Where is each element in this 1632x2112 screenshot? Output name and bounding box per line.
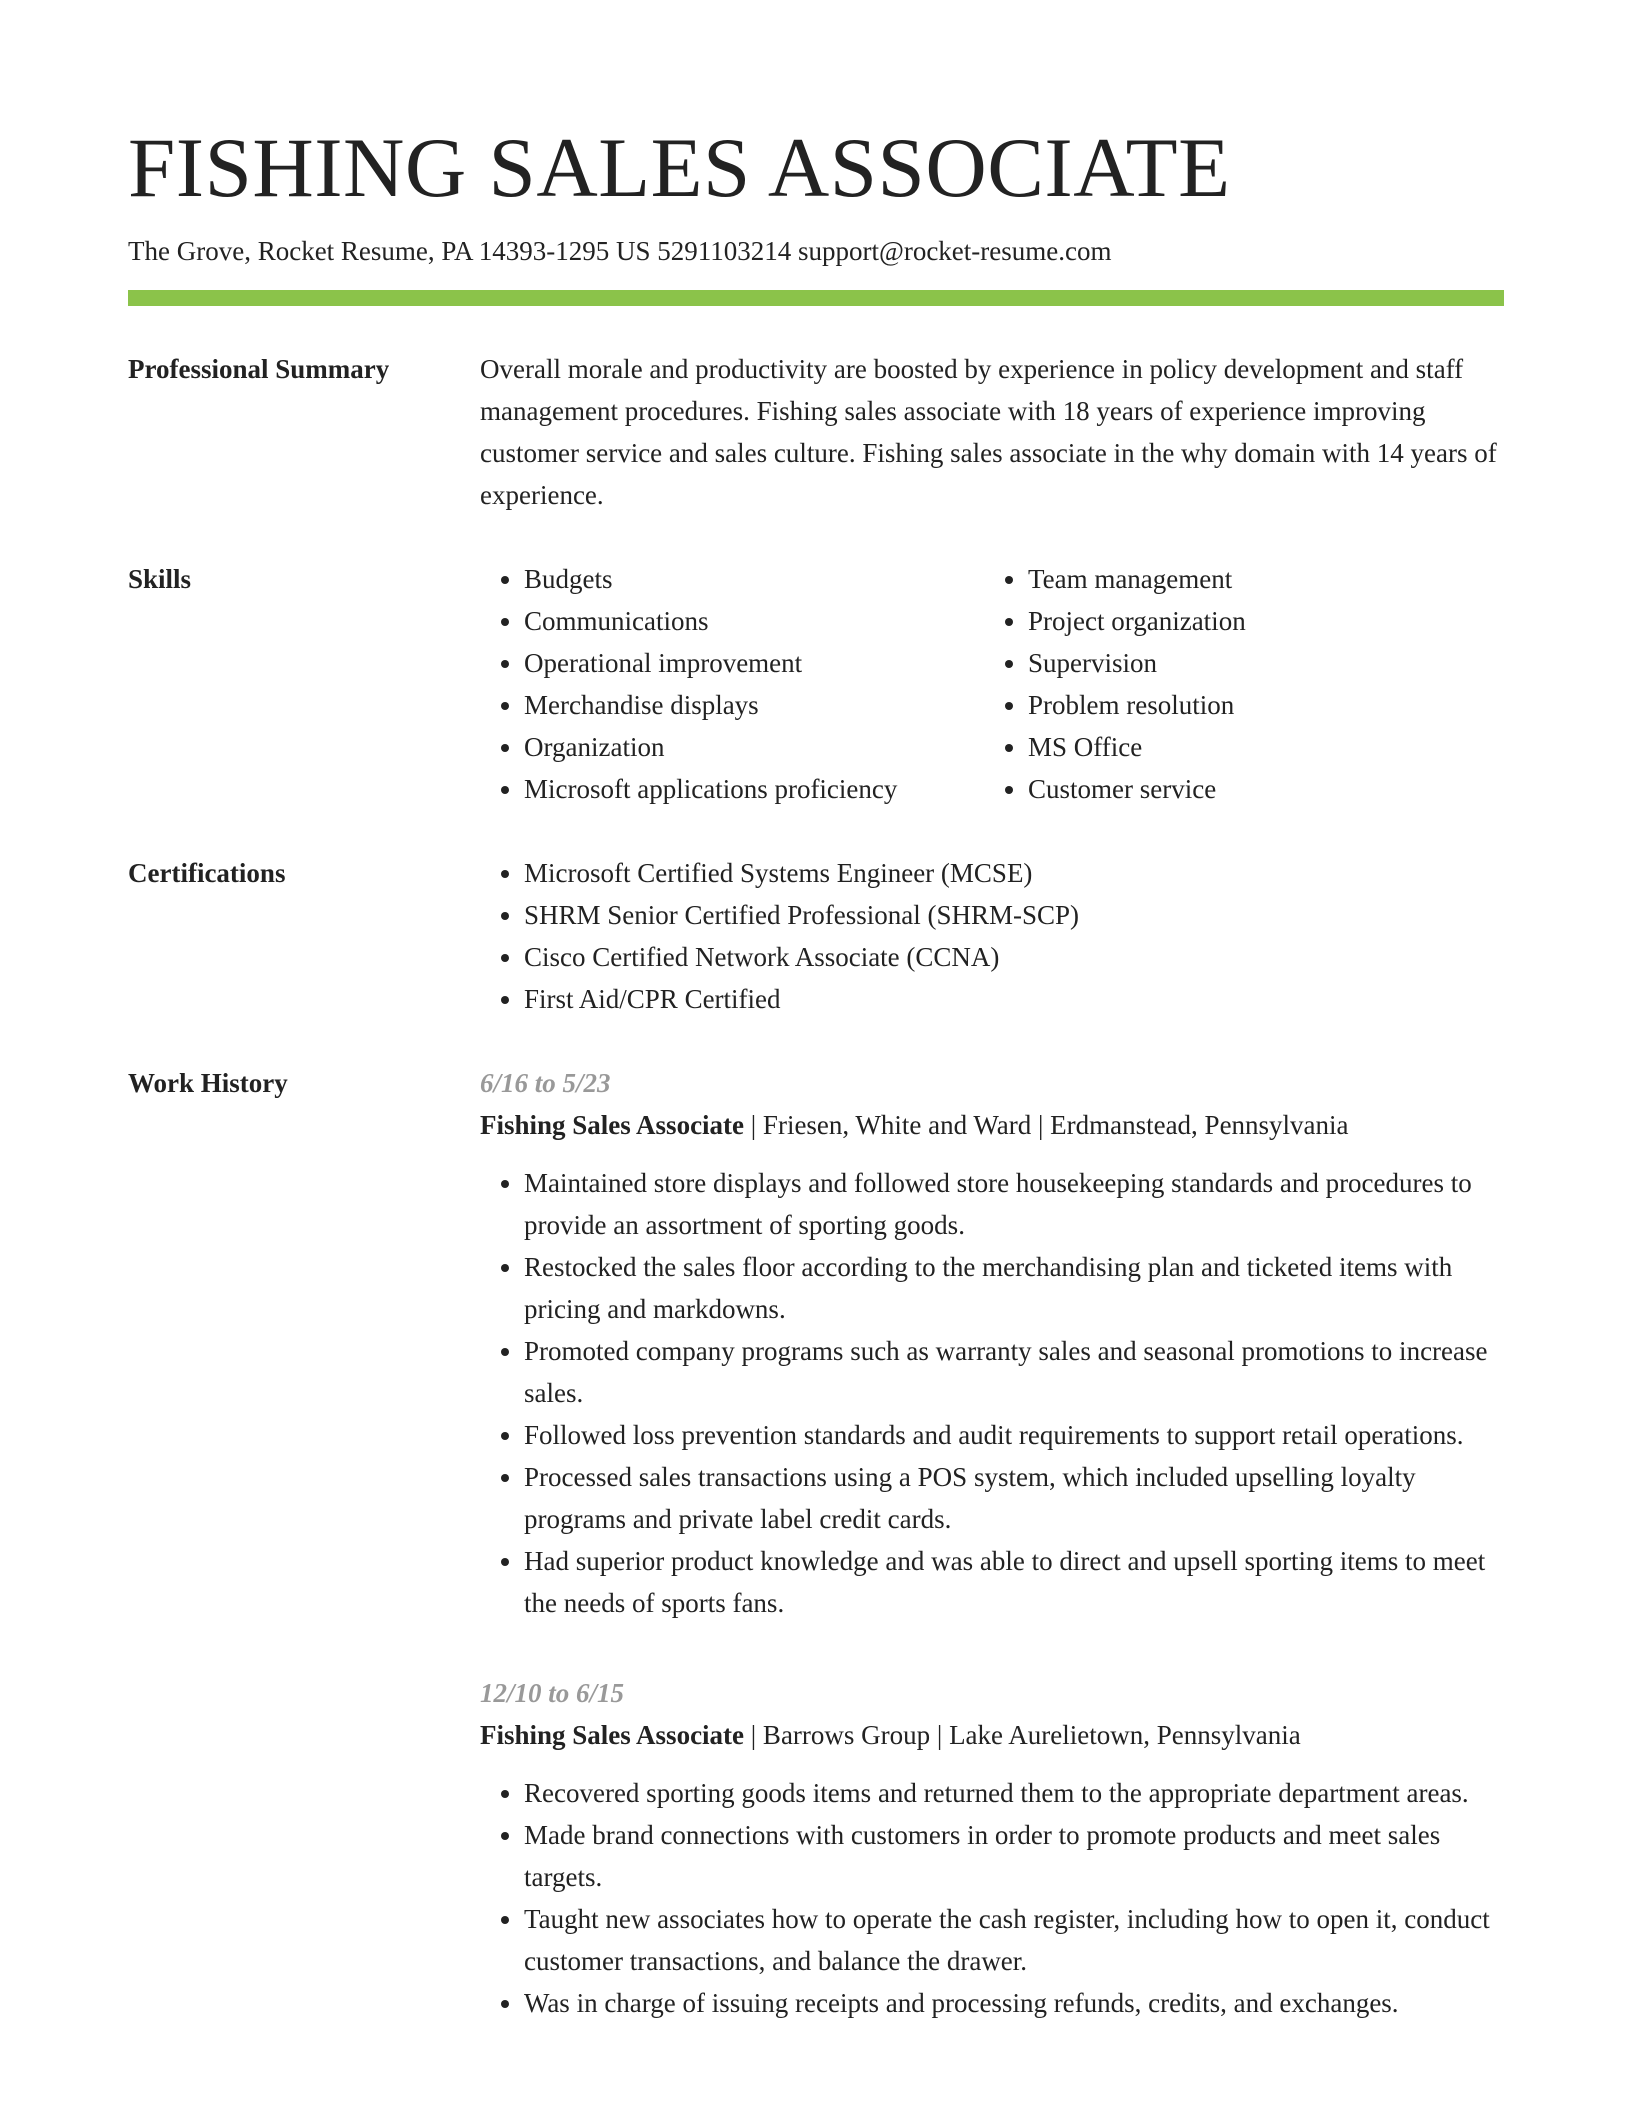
certifications-section — [128, 852, 1504, 1020]
job-bullet: • Restocked the sales floor according to the merchandising plan and ticketed items with pricing and markdowns. — [524, 1246, 1504, 1330]
job-details: | Barrows Group | Lake Aurelietown, Pennsylvania — [744, 1720, 1301, 1750]
section-label: Professional Summary — [128, 354, 390, 384]
job-dates: 6/16 to 5/23 — [480, 1068, 611, 1098]
skills-list-right — [984, 558, 1504, 810]
job-bullet: • Maintained store displays and followed store housekeeping standards and procedures to provide an assortment of sporting goods. — [524, 1162, 1504, 1246]
job-title: Fishing Sales Associate — [480, 1110, 745, 1140]
skills-section — [128, 558, 1504, 810]
job-bullet: • Taught new associates how to operate the cash register, including how to open it, conduct customer transactions, and balance the drawer. — [524, 1898, 1504, 1982]
job-bullet: • Made brand connections with customers in order to promote products and meet sales targets. — [524, 1814, 1504, 1898]
job-heading — [480, 1104, 1504, 1146]
job-bullet: • Followed loss prevention standards and audit requirements to support retail operations. — [524, 1414, 1504, 1456]
job-heading — [480, 1714, 1504, 1756]
skill-item: • Problem resolution — [1028, 684, 1504, 726]
header-divider — [128, 290, 1504, 306]
skill-item: • Operational improvement — [524, 642, 984, 684]
job-dates: 12/10 to 6/15 — [480, 1678, 625, 1708]
job-entry — [480, 1672, 1504, 2024]
job-bullet: • Promoted company programs such as warranty sales and seasonal promotions to increase sales. — [524, 1330, 1504, 1414]
certifications-list — [480, 852, 1504, 1020]
job-bullets — [480, 1772, 1504, 2024]
skill-item: • Team management — [1028, 558, 1504, 600]
job-bullet: • Had superior product knowledge and was able to direct and upsell sporting items to meet the needs of sports fans. — [524, 1540, 1504, 1624]
job-bullet: • Was in charge of issuing receipts and processing refunds, credits, and exchanges. — [524, 1982, 1504, 2024]
page-title: FISHING SALES ASSOCIATE — [128, 121, 1231, 215]
section-label: Skills — [128, 564, 192, 594]
skill-item: • Supervision — [1028, 642, 1504, 684]
job-bullets — [480, 1162, 1504, 1624]
skill-item: • MS Office — [1028, 726, 1504, 768]
skill-item: • Customer service — [1028, 768, 1504, 810]
summary-text: Overall morale and productivity are boosted by experience in policy development and staff management procedures. Fishing sales associate with 18 years of experience improving customer service and sales culture. Fishing sales associate in the why domain with 14 years of experience. — [480, 354, 1497, 510]
contact-info: The Grove, Rocket Resume, PA 14393-1295 US 5291103214 support@rocket-resume.com — [128, 236, 1112, 266]
skill-item: • Organization — [524, 726, 984, 768]
summary-section — [128, 348, 1504, 516]
job-title: Fishing Sales Associate — [480, 1720, 745, 1750]
skills-list-left — [480, 558, 984, 810]
section-label: Certifications — [128, 858, 286, 888]
skill-item: • Microsoft applications proficiency — [524, 768, 984, 810]
certification-item: • First Aid/CPR Certified — [524, 978, 1504, 1020]
certification-item: • Microsoft Certified Systems Engineer (MCSE) — [524, 852, 1504, 894]
job-details: | Friesen, White and Ward | Erdmanstead, Pennsylvania — [744, 1110, 1349, 1140]
skill-item: • Budgets — [524, 558, 984, 600]
job-bullet: • Recovered sporting goods items and returned them to the appropriate department areas. — [524, 1772, 1504, 1814]
certification-item: • Cisco Certified Network Associate (CCNA) — [524, 936, 1504, 978]
skill-item: • Communications — [524, 600, 984, 642]
job-bullet: • Processed sales transactions using a POS system, which included upselling loyalty programs and private label credit cards. — [524, 1456, 1504, 1540]
skill-item: • Merchandise displays — [524, 684, 984, 726]
resume-page — [128, 118, 1504, 2024]
job-entry — [480, 1062, 1504, 1624]
certification-item: • SHRM Senior Certified Professional (SHRM-SCP) — [524, 894, 1504, 936]
section-label: Work History — [128, 1068, 288, 1098]
skill-item: • Project organization — [1028, 600, 1504, 642]
work-history-section — [128, 1062, 1504, 2024]
